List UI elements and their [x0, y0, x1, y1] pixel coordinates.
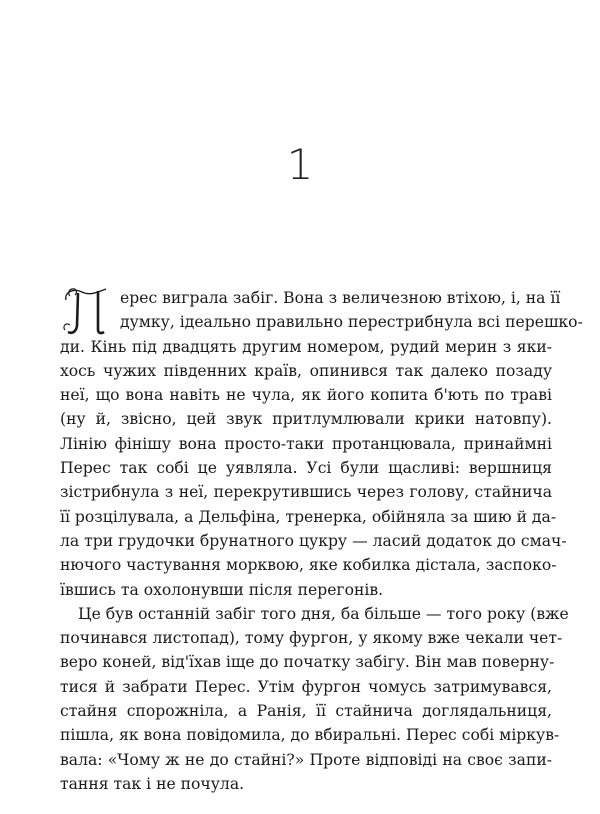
- text-line: ла три грудочки брунатного цукру — ласий додаток до смач-: [60, 531, 567, 550]
- paragraph-2: [60, 602, 569, 796]
- paragraph-1: [60, 286, 583, 602]
- text-line: тися й забрати Перес. Утім фургон чомусь затримувався,: [60, 677, 552, 696]
- text-line: Це був останній забіг того дня, ба більше — того року (вже: [78, 604, 569, 623]
- text-line: неї, що вона навіть не чула, як його копита б'ють по траві: [60, 386, 552, 405]
- text-line: (ну й, звісно, цей звук притлумлювали крики натовпу).: [60, 410, 552, 429]
- text-line: стайня спорожніла, а Ранія, її стайнича доглядальниця,: [60, 702, 552, 721]
- text-line: веро коней, від'їхав іще до початку забігу. Він мав поверну-: [60, 653, 555, 672]
- text-line: ерес виграла забіг. Вона з величезною втіхою, і, на її: [120, 289, 561, 307]
- text-line: ївшись та охолонувши після перегонів.: [60, 580, 384, 599]
- drop-cap-letter: [60, 286, 112, 336]
- text-line: нючого частування морквою, яке кобилка дістала, заспоко-: [60, 556, 557, 575]
- text-line: думку, ідеально правильно перестрибнула всі перешко-: [120, 313, 583, 332]
- text-line: зістрибнула з неї, перекрутившись через голову, стайнича: [60, 483, 552, 502]
- chapter-body: [60, 286, 583, 796]
- text-line: її розцілувала, а Дельфіна, тренерка, обійняла за шию й да-: [60, 507, 557, 526]
- text-line: тання так і не почула.: [60, 774, 245, 793]
- text-line: пішла, як вона повідомила, до вбиральні. Перес собі міркув-: [60, 726, 560, 745]
- text-line: вала: «Чому ж не до стайні?» Проте відповіді на своє запи-: [60, 750, 552, 769]
- text-line: Лінію фінішу вона просто-таки протанцювала, принаймні: [60, 434, 552, 453]
- text-line: ди. Кінь під двадцять другим номером, рудий мерин з яки-: [60, 337, 552, 356]
- text-line: хось чужих південних країв, опинився так далеко позаду: [60, 361, 552, 380]
- text-line: Перес так собі це уявляла. Усі були щасливі: вершниця: [60, 459, 552, 478]
- text-line: починався листопад), тому фургон, у якому вже чекали чет-: [60, 629, 563, 648]
- chapter-number: 1: [286, 140, 314, 189]
